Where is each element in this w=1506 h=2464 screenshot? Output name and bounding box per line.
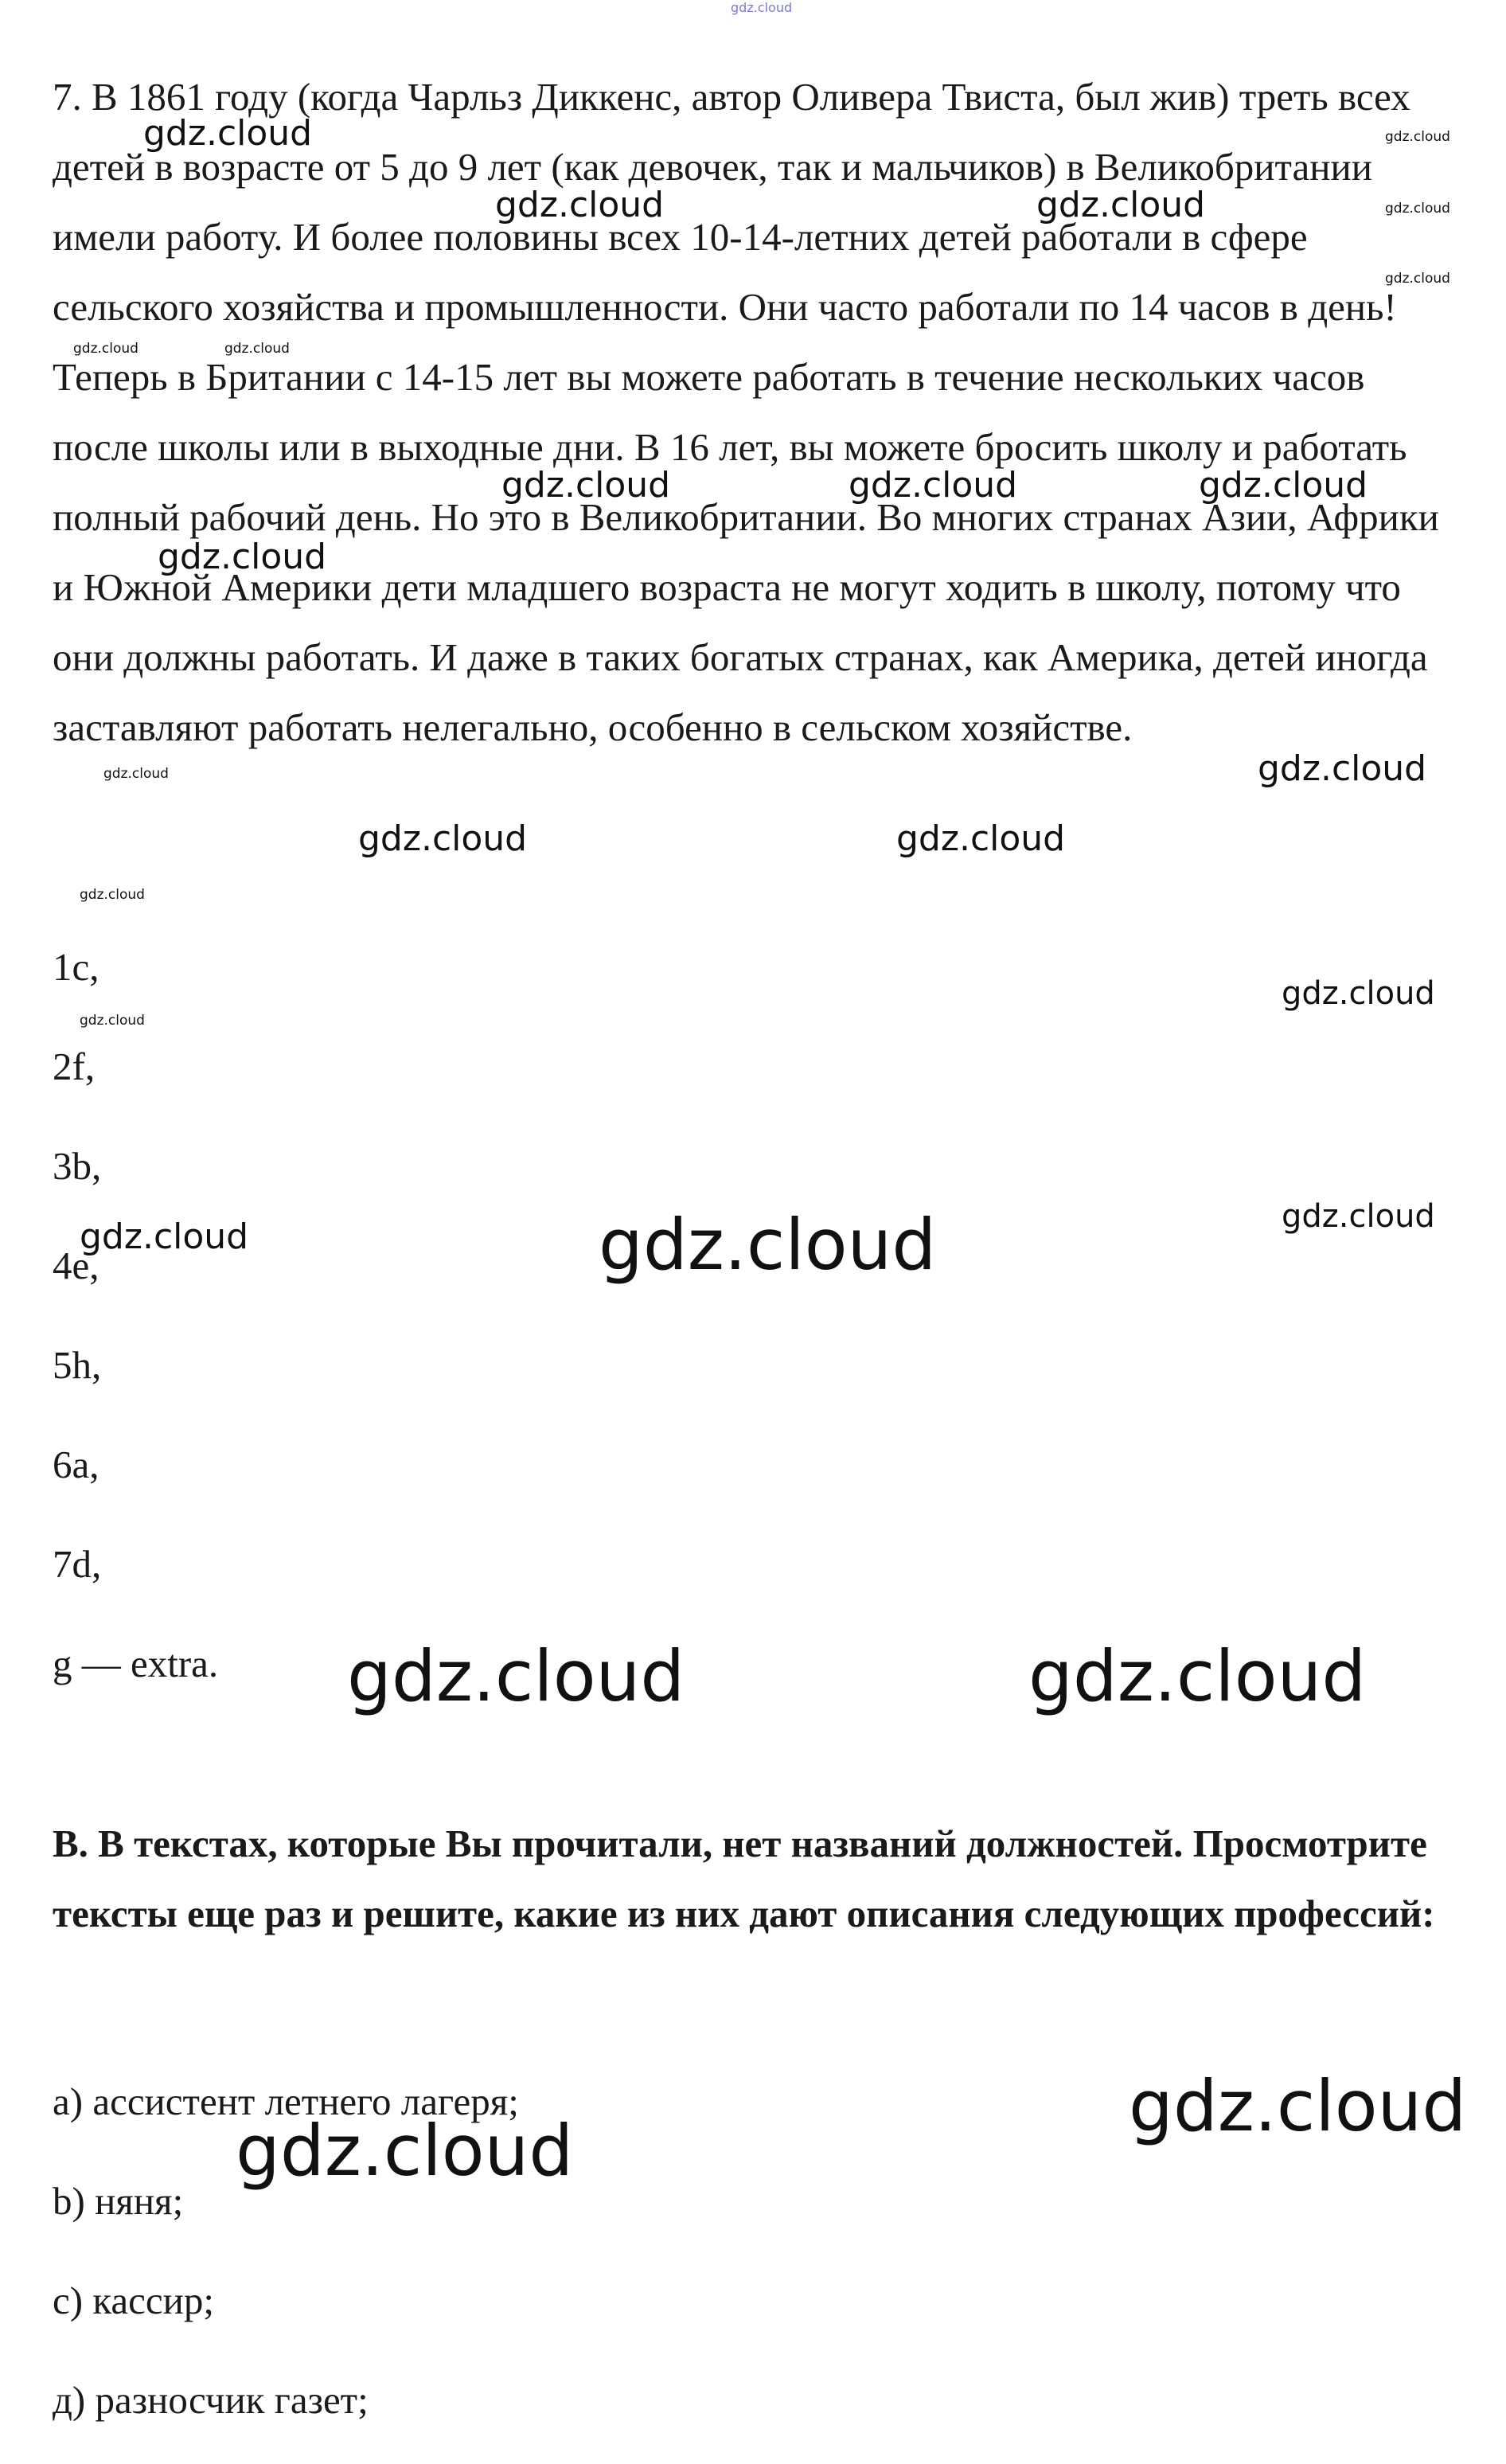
- watermark: gdz.cloud: [1129, 2065, 1467, 2147]
- answer-item: 3b,: [53, 1144, 102, 1188]
- watermark: gdz.cloud: [1282, 1198, 1435, 1235]
- watermark: gdz.cloud: [1199, 465, 1368, 506]
- profession-option: b) няня;: [53, 2179, 184, 2223]
- watermark: gdz.cloud: [103, 766, 169, 782]
- watermark: gdz.cloud: [896, 818, 1066, 859]
- profession-option: a) ассистент летнего лагеря;: [53, 2079, 519, 2123]
- watermark: gdz.cloud: [849, 465, 1018, 506]
- watermark: gdz.cloud: [1385, 129, 1450, 145]
- answer-item: 7d,: [53, 1542, 102, 1586]
- watermark: gdz.cloud: [80, 887, 145, 903]
- watermark: gdz.cloud: [236, 2110, 574, 2192]
- watermark: gdz.cloud: [731, 0, 793, 15]
- watermark: gdz.cloud: [347, 1635, 685, 1717]
- watermark: gdz.cloud: [599, 1204, 937, 1286]
- exercise-paragraph: 7. В 1861 году (когда Чарльз Диккенс, автор Оливера Твиста, был жив) треть всех детей в возрасте от 5 до 9 лет (как девочек, так и мальчиков) в Великобритании имели работу. И более половины всех 10-14-летних детей работали в сфере сельского хозяйства и промышленности. Они часто работали по 14 часов в день! Теперь в Британии с 14-15 лет вы можете работать в течение нескольких часов после школы или в выходные дни. В 16 лет, вы можете бросить школу и работать полный рабочий день. Но это в Великобритании. Во многих странах Азии, Африки и Южной Америки дети младшего возраста не могут ходить в школу, потому что они должны работать. И даже в таких богатых странах, как Америка, детей иногда заставляют работать нелегально, особенно в сельском хозяйстве.: [53, 75, 1439, 749]
- profession-option: д) разносчик газет;: [53, 2378, 369, 2422]
- watermark: gdz.cloud: [501, 465, 671, 506]
- watermark: gdz.cloud: [1258, 748, 1427, 789]
- watermark: gdz.cloud: [224, 341, 290, 357]
- watermark: gdz.cloud: [495, 185, 665, 225]
- answer-item: 2f,: [53, 1045, 96, 1088]
- watermark: gdz.cloud: [80, 1013, 145, 1029]
- task-b-heading: B. В текстах, которые Вы прочитали, нет названий должностей. Просмотрите тексты еще раз и решите, какие из них дают описания следующих профессий:: [53, 1822, 1435, 1935]
- answer-item: 4e,: [53, 1244, 99, 1287]
- watermark: gdz.cloud: [1385, 201, 1450, 217]
- watermark: gdz.cloud: [143, 113, 313, 154]
- answer-item: g — extra.: [53, 1642, 219, 1685]
- watermark: gdz.cloud: [1385, 271, 1450, 287]
- watermark: gdz.cloud: [158, 537, 327, 577]
- watermark: gdz.cloud: [1282, 975, 1435, 1012]
- answer-item: 6a,: [53, 1443, 99, 1486]
- watermark: gdz.cloud: [1028, 1635, 1367, 1717]
- answer-item: 5h,: [53, 1343, 102, 1387]
- answer-item: 1c,: [53, 945, 99, 989]
- watermark: gdz.cloud: [1036, 185, 1206, 225]
- profession-option: c) кассир;: [53, 2279, 214, 2322]
- watermark: gdz.cloud: [358, 818, 528, 859]
- watermark: gdz.cloud: [80, 1216, 249, 1257]
- watermark: gdz.cloud: [73, 341, 139, 357]
